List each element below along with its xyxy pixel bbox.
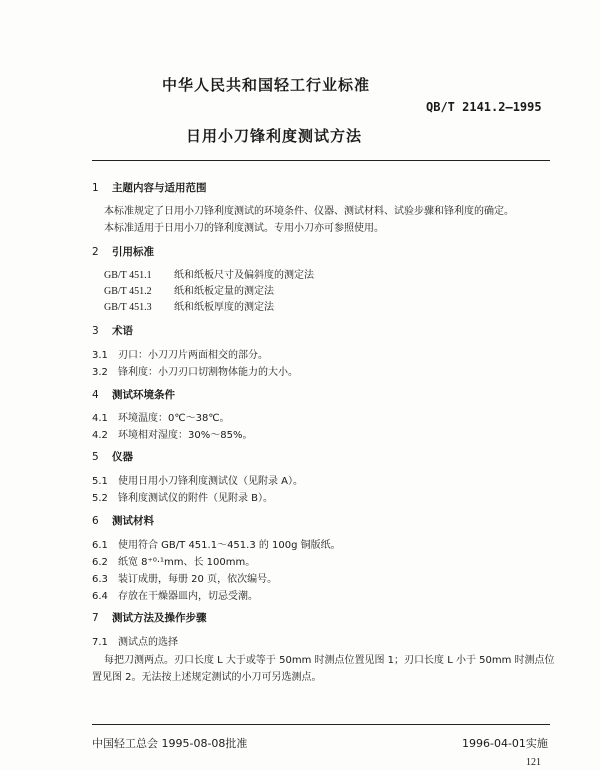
clause-item <box>92 570 277 585</box>
reference-text: 纸和纸板尺寸及偏斜度的测定法 <box>174 270 314 281</box>
section-number: 1 <box>92 182 99 194</box>
section-title: 术语 <box>112 325 133 337</box>
section-number: 6 <box>92 515 99 527</box>
standard-code: QB/T 2141.2—1995 <box>426 100 542 114</box>
reference-text: 纸和纸板厚度的测定法 <box>174 302 274 313</box>
section-5-heading <box>92 449 133 464</box>
section-6-heading <box>92 513 154 528</box>
clause-item <box>92 346 268 361</box>
clause-text: 测试点的选择 <box>118 637 178 648</box>
clause-item <box>92 363 298 378</box>
clause-number: 5.2 <box>92 493 108 504</box>
clause-text: 环境温度：0℃～38℃。 <box>118 413 230 424</box>
section-title: 测试环境条件 <box>112 389 175 401</box>
section-number: 7 <box>92 612 99 624</box>
reference-code: GB/T 451.1 <box>104 270 152 281</box>
section-title: 主题内容与适用范围 <box>112 182 207 194</box>
clause-text: 装订成册，每册 20 页，依次编号。 <box>118 574 278 585</box>
section-number: 2 <box>92 246 99 258</box>
clause-item <box>92 553 255 568</box>
reference-code: GB/T 451.2 <box>104 286 152 297</box>
clause-text: 存放在干燥器皿内，切忌受潮。 <box>118 591 258 602</box>
clause-number: 3.2 <box>92 367 108 378</box>
effective-date: 1996-04-01实施 <box>462 737 548 750</box>
clause-item <box>92 472 303 487</box>
section-7-paragraph: 每把刀测两点。刃口长度 L 大于或等于 50mm 时测点位置见图 1；刃口长度 L 小于 50mm 时测点位 <box>104 655 555 666</box>
section-title: 引用标准 <box>112 246 154 258</box>
clause-text: 刃口：小刀刀片两面相交的部分。 <box>118 350 268 361</box>
clause-number: 6.1 <box>92 540 108 551</box>
clause-number: 4.2 <box>92 430 108 441</box>
section-2-heading <box>92 244 154 259</box>
clause-number: 6.3 <box>92 574 108 585</box>
reference-item <box>104 298 274 313</box>
section-4-heading <box>92 387 175 402</box>
section-number: 5 <box>92 451 99 463</box>
clause-item <box>92 426 252 441</box>
clause-text: 锋利度测试仪的附件（见附录 B）。 <box>118 493 274 504</box>
section-7-paragraph: 置见图 2。无法按上述规定测试的小刀可另选测点。 <box>92 672 322 683</box>
clause-text: 锋利度：小刀刃口切割物体能力的大小。 <box>118 367 298 378</box>
section-title: 测试材料 <box>112 515 154 527</box>
reference-code: GB/T 451.3 <box>104 302 152 313</box>
subclause-heading <box>92 633 178 648</box>
top-divider <box>92 160 550 161</box>
section-title: 仪器 <box>112 451 133 463</box>
clause-text: 使用符合 GB/T 451.1～451.3 的 100g 铜版纸。 <box>118 540 341 551</box>
clause-number: 5.1 <box>92 476 108 487</box>
reference-text: 纸和纸板定量的测定法 <box>174 286 274 297</box>
clause-text: 使用日用小刀锋利度测试仪（见附录 A）。 <box>118 476 304 487</box>
clause-item <box>92 489 273 504</box>
clause-number: 6.2 <box>92 557 108 568</box>
clause-number: 3.1 <box>92 350 108 361</box>
section-3-heading <box>92 323 133 338</box>
section-number: 4 <box>92 389 99 401</box>
section-title: 测试方法及操作步骤 <box>112 612 207 624</box>
section-1-paragraph: 本标准适用于日用小刀的锋利度测试。专用小刀亦可参照使用。 <box>104 223 384 234</box>
section-1-heading <box>92 180 207 195</box>
approval-note: 中国轻工总会 1995-08-08批准 <box>92 737 248 750</box>
clause-item <box>92 536 341 551</box>
reference-item <box>104 266 314 281</box>
section-1-paragraph: 本标准规定了日用小刀锋利度测试的环境条件、仪器、测试材料、试验步骤和锋利度的确定。 <box>104 206 514 217</box>
document-title: 日用小刀锋利度测试方法 <box>186 127 363 145</box>
standard-category-title: 中华人民共和国轻工行业标准 <box>162 76 371 94</box>
clause-number: 4.1 <box>92 413 108 424</box>
section-number: 3 <box>92 325 99 337</box>
clause-number: 7.1 <box>92 637 108 648</box>
clause-text: 纸宽 8⁺⁰·¹mm、长 100mm。 <box>118 557 256 568</box>
clause-item <box>92 587 258 602</box>
section-7-heading <box>92 610 207 625</box>
clause-number: 6.4 <box>92 591 108 602</box>
reference-item <box>104 282 274 297</box>
clause-text: 环境相对湿度：30%～85%。 <box>118 430 253 441</box>
page-number: 121 <box>526 757 541 768</box>
bottom-divider <box>92 724 550 725</box>
clause-item <box>92 409 230 424</box>
